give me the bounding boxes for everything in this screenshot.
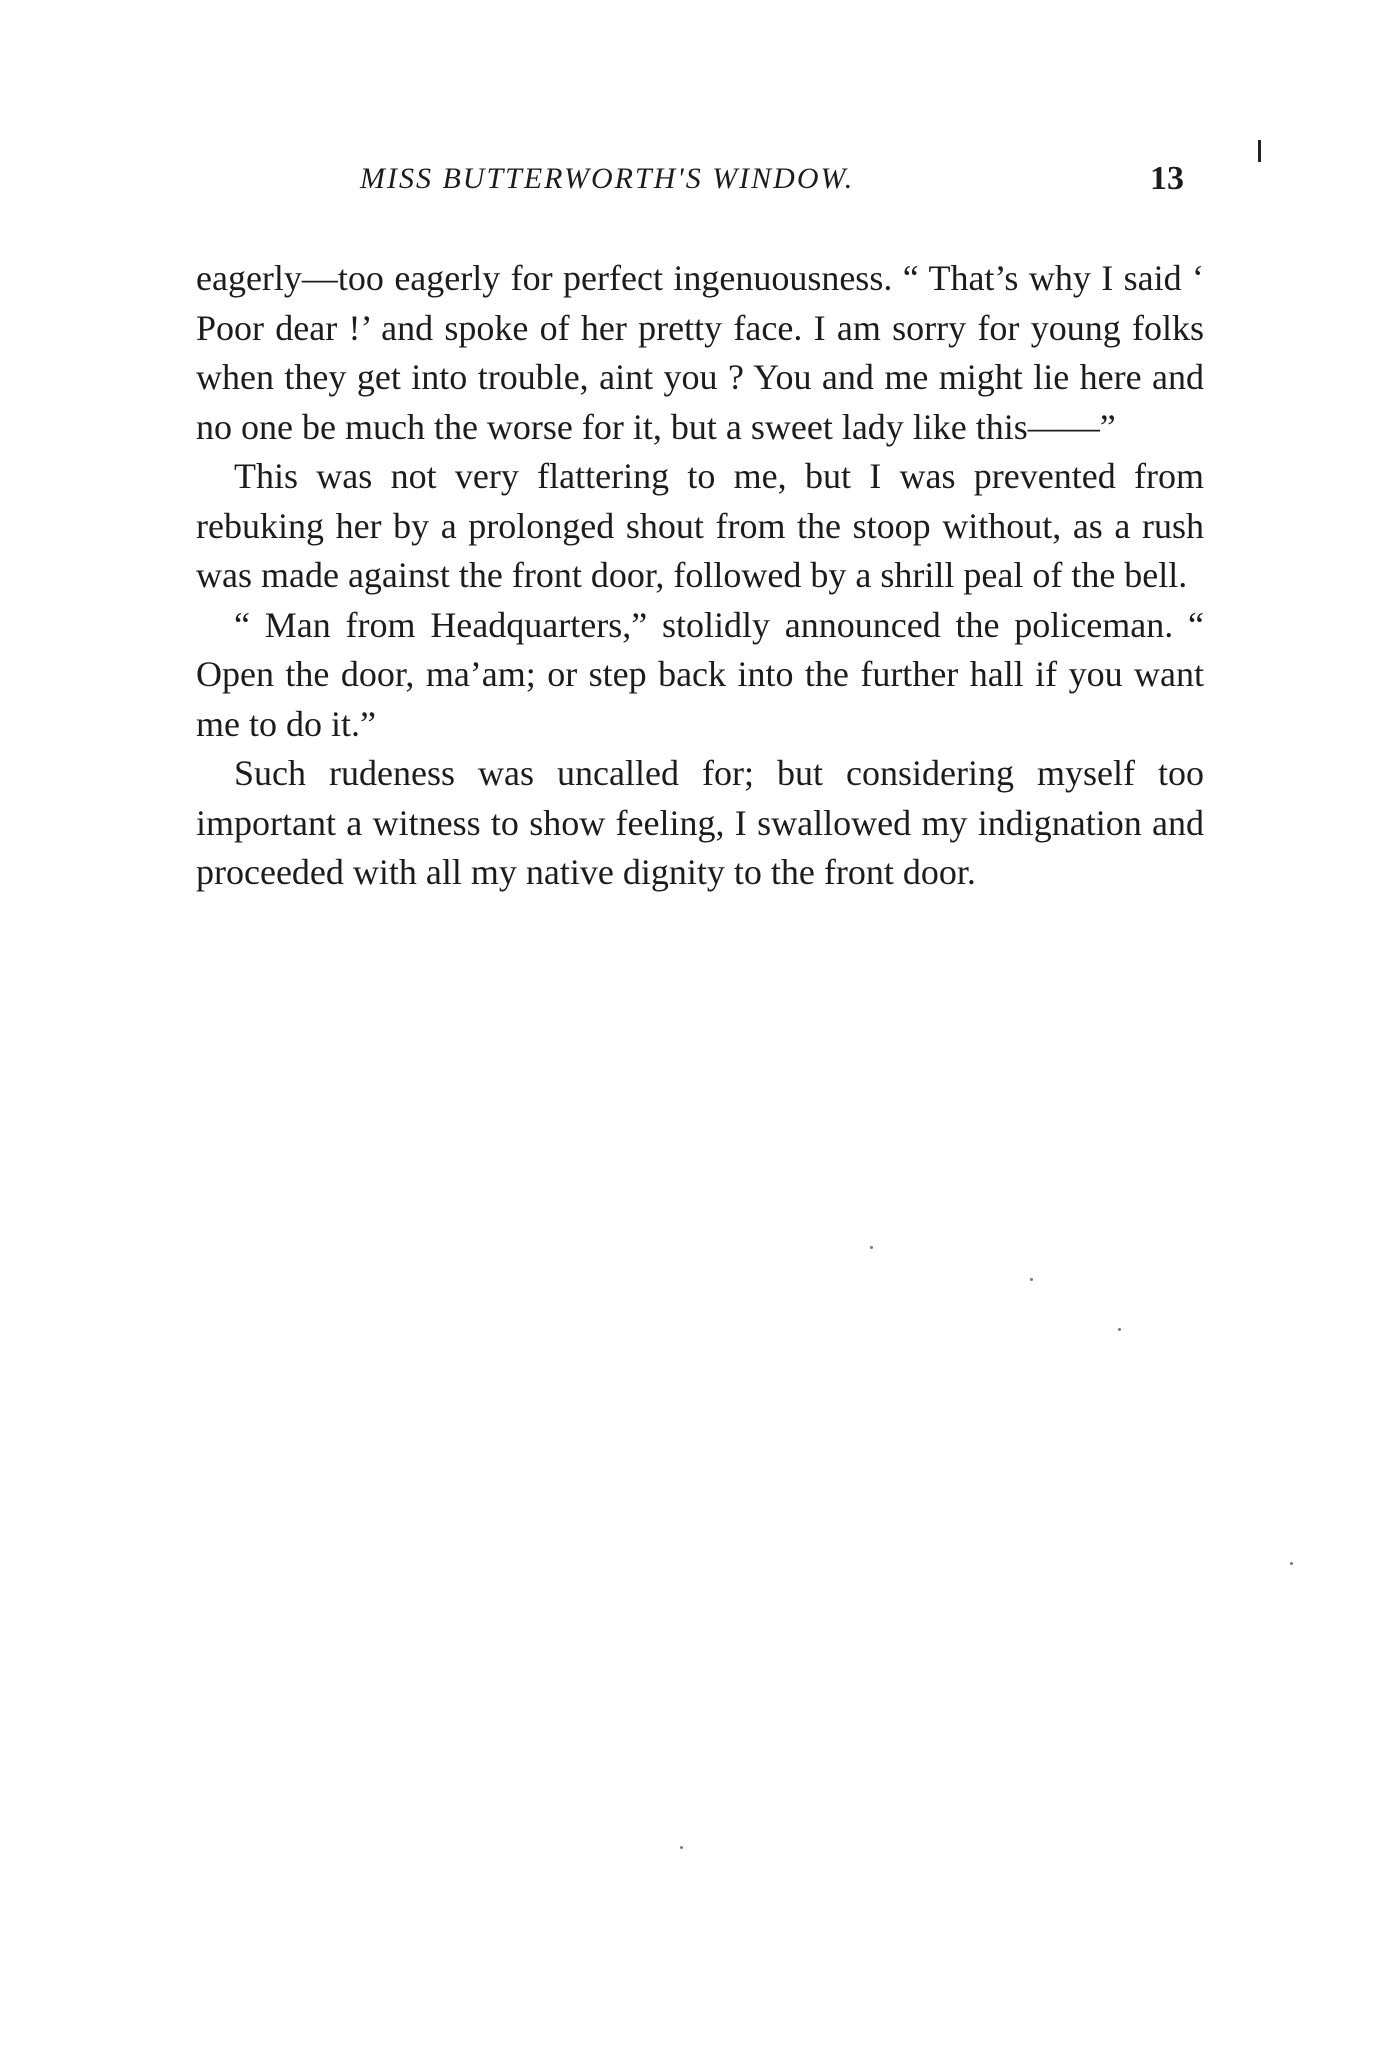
- paragraph-1: eagerly—too eagerly for perfect ingenuousness. “ That’s why I said ‘ Poor dear !’ and spoke of her pretty face. I am sorry for young folks when they get into trouble, aint you ? You and me might lie here and no one be much the worse for it, but a sweet lady like this——”: [196, 258, 1204, 447]
- page-number: 13: [1150, 160, 1184, 197]
- paper-speck: [870, 1246, 873, 1249]
- paragraph-4: Such rudeness was uncalled for; but considering myself too important a witness to show feeling, I swallowed my indignation and proceeded with all my native dignity to the front door.: [196, 753, 1204, 892]
- paper-speck: [1118, 1328, 1121, 1331]
- paper-speck: [1290, 1562, 1293, 1565]
- body-text: [196, 254, 1204, 898]
- running-title: MISS BUTTERWORTH'S WINDOW.: [360, 162, 855, 195]
- paragraph-3: “ Man from Headquarters,” stolidly announced the policeman. “ Open the door, ma’am; or step back into the further hall if you want me to do it.”: [196, 604, 1204, 744]
- paragraph-2: This was not very flattering to me, but I was prevented from rebuking her by a prolonged shout from the stoop without, as a rush was made against the front door, followed by a shrill peal of the bell.: [196, 456, 1204, 595]
- margin-mark: [1258, 140, 1261, 162]
- paper-speck: [680, 1846, 683, 1849]
- paper-speck: [1030, 1278, 1033, 1281]
